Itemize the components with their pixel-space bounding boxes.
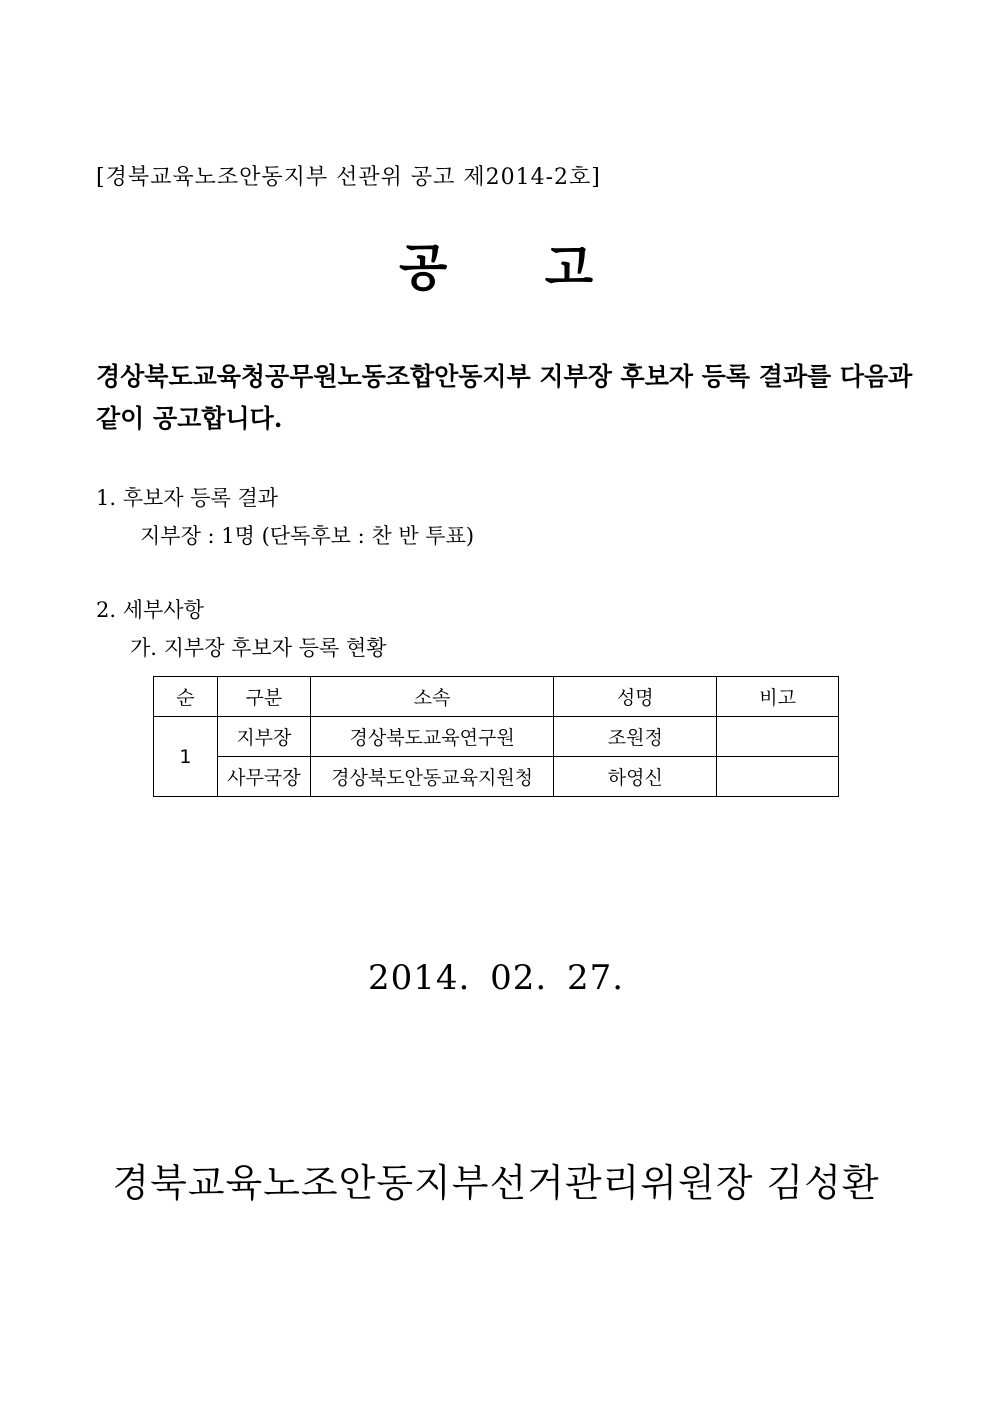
section-1-result-line: 지부장 : 1명 (단독후보 : 찬 반 투표) <box>140 524 475 548</box>
name-cell: 하영신 <box>554 757 717 797</box>
header-cell-remark: 비고 <box>717 677 839 717</box>
notice-number: [경북교육노조안동지부 선관위 공고 제2014-2호] <box>96 165 601 190</box>
header-cell-no: 순 <box>154 677 218 717</box>
intro-paragraph: 경상북도교육청공무원노동조합안동지부 지부장 후보자 등록 결과를 다음과 같이 공고합니다. <box>96 362 913 433</box>
notice-date: 2014. 02. 27. <box>367 958 625 998</box>
candidate-table <box>153 676 839 797</box>
remark-cell <box>717 757 839 797</box>
remark-cell <box>717 717 839 757</box>
affiliation-cell: 경상북도안동교육지원청 <box>310 757 554 797</box>
table-header-row <box>154 677 839 717</box>
section-1-heading: 1. 후보자 등록 결과 <box>96 486 279 510</box>
row-number-cell: 1 <box>154 717 218 797</box>
signature-line: 경북교육노조안동지부선거관리위원장 김성환 <box>112 1161 880 1205</box>
document-title: 공 고 <box>398 238 593 297</box>
section-2-heading: 2. 세부사항 <box>96 598 204 622</box>
affiliation-cell: 경상북도교육연구원 <box>310 717 554 757</box>
table-row <box>154 757 839 797</box>
division-cell: 사무국장 <box>217 757 310 797</box>
table-row <box>154 717 839 757</box>
section-2-subheading: 가. 지부장 후보자 등록 현황 <box>130 636 387 660</box>
header-cell-division: 구분 <box>217 677 310 717</box>
name-cell: 조원정 <box>554 717 717 757</box>
division-cell: 지부장 <box>217 717 310 757</box>
header-cell-name: 성명 <box>554 677 717 717</box>
header-cell-affiliation: 소속 <box>310 677 554 717</box>
